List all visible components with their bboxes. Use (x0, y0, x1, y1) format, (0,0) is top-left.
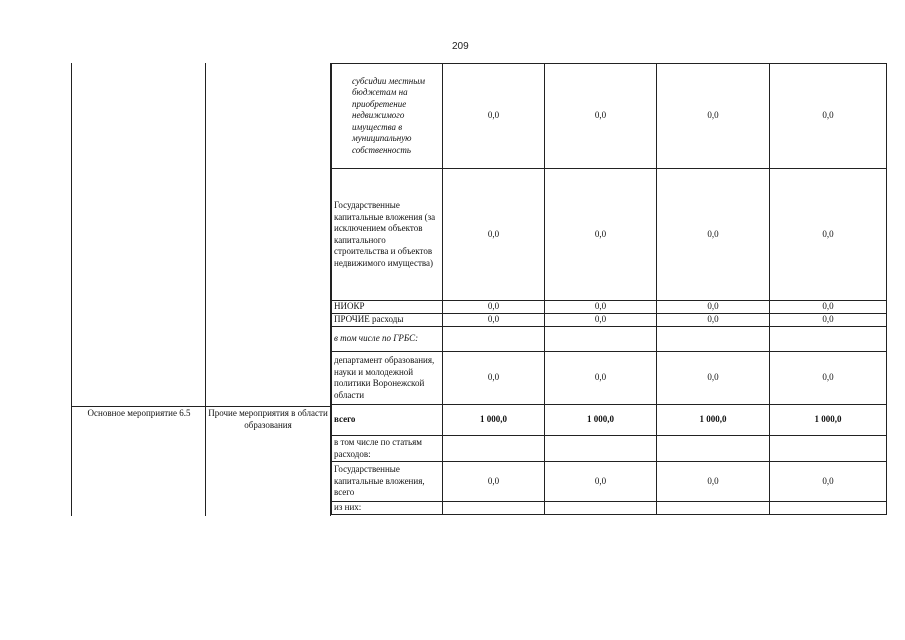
page-number: 209 (452, 41, 469, 52)
table-row (332, 64, 887, 169)
expenses-table (331, 63, 887, 515)
row-label: субсидии местным бюджетам на приобретение недвижимого имущества в муниципальную собственность (332, 64, 443, 169)
value-cell (443, 327, 545, 352)
value-cell: 0,0 (657, 64, 770, 169)
value-cell: 0,0 (545, 301, 657, 314)
value-cell: 0,0 (443, 301, 545, 314)
left-border-col1 (71, 63, 72, 516)
value-cell (443, 502, 545, 515)
value-cell: 0,0 (770, 64, 887, 169)
value-cell: 0,0 (545, 462, 657, 502)
table-row (332, 436, 887, 462)
table-row (332, 352, 887, 405)
table-row (332, 502, 887, 515)
left-row-separator (71, 406, 331, 407)
value-cell (657, 502, 770, 515)
value-cell: 1 000,0 (770, 405, 887, 436)
value-cell: 0,0 (443, 314, 545, 327)
value-cell (443, 436, 545, 462)
left-border-col2 (205, 63, 206, 516)
value-cell: 0,0 (443, 462, 545, 502)
value-cell: 1 000,0 (657, 405, 770, 436)
value-cell (545, 436, 657, 462)
row-label: Государственные капитальные вложения (за исключением объектов капитального строительства и объектов недвижимого имущества) (332, 169, 443, 301)
value-cell: 0,0 (545, 314, 657, 327)
value-cell (657, 327, 770, 352)
value-cell: 0,0 (657, 352, 770, 405)
row-label: в том числе по статьям расходов: (332, 436, 443, 462)
value-cell: 0,0 (657, 462, 770, 502)
value-cell (657, 436, 770, 462)
measure-name-cell: Прочие мероприятия в области образования (208, 408, 328, 430)
value-cell: 0,0 (770, 301, 887, 314)
row-label: департамент образования, науки и молодежной политики Воронежской области (332, 352, 443, 405)
value-cell: 0,0 (770, 314, 887, 327)
row-label: НИОКР (332, 301, 443, 314)
row-label: всего (332, 405, 443, 436)
row-label: ПРОЧИЕ расходы (332, 314, 443, 327)
value-cell (770, 436, 887, 462)
row-label: из них: (332, 502, 443, 515)
value-cell: 0,0 (657, 314, 770, 327)
table-row (332, 462, 887, 502)
value-cell: 1 000,0 (443, 405, 545, 436)
row-label: Государственные капитальные вложения, всего (332, 462, 443, 502)
table-row (332, 314, 887, 327)
value-cell: 0,0 (545, 169, 657, 301)
value-cell: 0,0 (770, 352, 887, 405)
value-cell: 0,0 (657, 301, 770, 314)
value-cell (770, 502, 887, 515)
value-cell: 0,0 (545, 64, 657, 169)
value-cell: 1 000,0 (545, 405, 657, 436)
value-cell: 0,0 (443, 169, 545, 301)
value-cell: 0,0 (545, 352, 657, 405)
row-label: в том числе по ГРБС: (332, 327, 443, 352)
measure-cell: Основное мероприятие 6.5 (87, 408, 191, 418)
value-cell (545, 327, 657, 352)
table-row (332, 405, 887, 436)
table-row (332, 169, 887, 301)
value-cell: 0,0 (770, 169, 887, 301)
value-cell (770, 327, 887, 352)
table-row (332, 327, 887, 352)
value-cell: 0,0 (443, 352, 545, 405)
value-cell: 0,0 (770, 462, 887, 502)
value-cell (545, 502, 657, 515)
table-row (332, 301, 887, 314)
value-cell: 0,0 (657, 169, 770, 301)
value-cell: 0,0 (443, 64, 545, 169)
